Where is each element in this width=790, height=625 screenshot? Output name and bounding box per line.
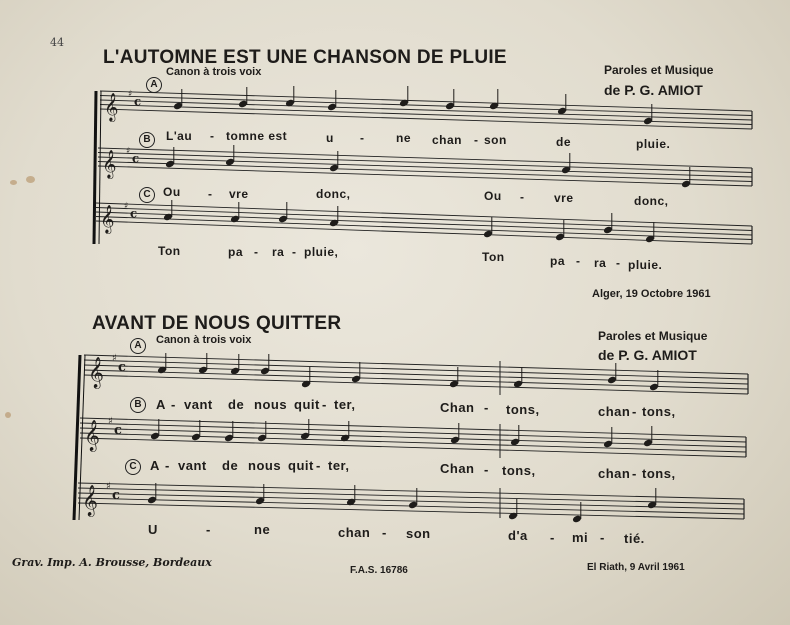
treble-clef: 𝄞 bbox=[104, 92, 119, 121]
lyric: - bbox=[382, 525, 387, 540]
lyric: son bbox=[406, 526, 431, 541]
staff-line bbox=[78, 483, 744, 499]
lyric: de bbox=[222, 458, 239, 473]
lyric: pluie. bbox=[636, 137, 671, 151]
voice-marker-b: B bbox=[130, 397, 146, 413]
song1-title: L'AUTOMNE EST UNE CHANSON DE PLUIE bbox=[103, 47, 507, 68]
staff-line bbox=[84, 360, 748, 379]
page-number: 44 bbox=[50, 36, 64, 49]
song2-staves bbox=[74, 353, 748, 520]
catalog-number: F.A.S. 16786 bbox=[350, 565, 408, 576]
lyric: quit bbox=[288, 458, 314, 473]
lyric: de bbox=[228, 397, 245, 412]
staff-line bbox=[100, 109, 752, 129]
key-sharp: ♯ bbox=[108, 416, 113, 427]
song2-canon-label: Canon à trois voix bbox=[156, 334, 252, 346]
lyric: - bbox=[484, 400, 489, 415]
lyric: tons, bbox=[642, 466, 676, 481]
lyric: chan bbox=[598, 404, 631, 419]
lyric: - bbox=[360, 131, 365, 145]
lyric: - bbox=[550, 530, 555, 545]
lyric: chan bbox=[338, 525, 371, 540]
lyric: - bbox=[484, 462, 489, 477]
time-signature: c bbox=[130, 206, 138, 221]
lyric: vre bbox=[554, 191, 574, 205]
song1-canon-label: Canon à trois voix bbox=[166, 66, 262, 78]
lyric: - bbox=[165, 458, 170, 473]
lyric: ra bbox=[594, 256, 607, 270]
lyric: - bbox=[208, 187, 213, 201]
lyric: d'a bbox=[508, 528, 528, 543]
lyric: son bbox=[484, 133, 507, 147]
lyric: quit bbox=[294, 397, 320, 412]
lyric: ne bbox=[254, 522, 271, 537]
lyric: - bbox=[171, 397, 176, 412]
staff-line bbox=[98, 148, 752, 168]
lyric: pa bbox=[550, 254, 566, 268]
song1-credit-line2: de P. G. AMIOT bbox=[604, 82, 703, 98]
song2-credit-line2: de P. G. AMIOT bbox=[598, 347, 697, 363]
lyric: - bbox=[474, 133, 479, 147]
lyric: vant bbox=[184, 397, 213, 412]
song2-title: AVANT DE NOUS QUITTER bbox=[92, 313, 342, 334]
lyric: donc, bbox=[634, 194, 669, 208]
lyric: chan bbox=[432, 133, 463, 147]
staff-line bbox=[98, 162, 752, 182]
treble-clef: 𝄞 bbox=[82, 485, 98, 516]
lyric: tons, bbox=[642, 404, 676, 419]
lyric: u bbox=[326, 131, 334, 145]
song2-credit-line1: Paroles et Musique bbox=[598, 329, 708, 343]
time-signature: c bbox=[134, 94, 142, 109]
lyric: - bbox=[206, 522, 211, 537]
staff-line bbox=[84, 365, 748, 384]
place-date: El Riath, 9 Avril 1961 bbox=[587, 562, 685, 573]
staff-line bbox=[98, 157, 752, 177]
system-brace bbox=[94, 91, 96, 244]
time-signature: c bbox=[132, 151, 140, 166]
treble-clef: 𝄞 bbox=[100, 204, 115, 233]
lyric: - bbox=[322, 397, 327, 412]
lyric: - bbox=[600, 530, 605, 545]
song1-credit-line1: Paroles et Musique bbox=[604, 63, 714, 77]
lyric: pa bbox=[228, 245, 244, 259]
staff-line bbox=[100, 105, 752, 125]
lyric: pluie, bbox=[304, 245, 339, 259]
voice-marker-a: A bbox=[130, 338, 146, 354]
staff-line bbox=[78, 488, 744, 504]
lyric: - bbox=[576, 254, 581, 268]
lyric: ne bbox=[396, 131, 412, 145]
staff-line bbox=[84, 355, 748, 374]
lyric: - bbox=[292, 245, 297, 259]
key-sharp: ♯ bbox=[124, 201, 129, 212]
staff-line bbox=[84, 370, 748, 389]
treble-clef: 𝄞 bbox=[102, 149, 117, 178]
lyric: tons, bbox=[506, 402, 540, 417]
lyric: - bbox=[632, 466, 637, 481]
staff-line bbox=[100, 100, 752, 120]
lyric: L'au bbox=[166, 129, 193, 143]
lyric: de bbox=[556, 135, 572, 149]
time-signature: c bbox=[112, 488, 120, 503]
lyric: - bbox=[632, 404, 637, 419]
staff-line bbox=[98, 166, 752, 186]
lyric: ter, bbox=[334, 397, 356, 412]
staff-line bbox=[80, 418, 746, 437]
staff-line bbox=[100, 96, 752, 116]
lyric: vant bbox=[178, 458, 207, 473]
song1-staves bbox=[94, 89, 752, 244]
lyric: ter, bbox=[328, 458, 350, 473]
treble-clef: 𝄞 bbox=[84, 420, 100, 451]
key-sharp: ♯ bbox=[126, 146, 131, 157]
lyric: tons, bbox=[502, 463, 536, 478]
staff-line bbox=[98, 153, 752, 173]
key-sharp: ♯ bbox=[128, 89, 133, 100]
lyric: tié. bbox=[624, 531, 645, 546]
lyric: donc, bbox=[316, 187, 351, 201]
voice-marker-b: B bbox=[139, 132, 155, 148]
staff-line bbox=[80, 423, 746, 442]
lyric: Chan bbox=[440, 400, 475, 415]
engraver-credit: Grav. Imp. A. Brousse, Bordeaux bbox=[12, 556, 212, 569]
lyric: - bbox=[520, 190, 525, 204]
lyric: ra bbox=[272, 245, 285, 259]
lyric: - bbox=[316, 458, 321, 473]
treble-clef: 𝄞 bbox=[88, 357, 104, 388]
lyric: vre bbox=[229, 187, 249, 201]
system-brace bbox=[74, 355, 80, 520]
lyric: - bbox=[616, 256, 621, 270]
lyric: Ou bbox=[163, 185, 181, 199]
lyric: pluie. bbox=[628, 258, 663, 272]
voice-marker-c: C bbox=[139, 187, 155, 203]
lyric: A bbox=[150, 458, 160, 473]
lyric: tomne est bbox=[226, 129, 288, 143]
lyric: - bbox=[254, 245, 259, 259]
lyric: Ton bbox=[482, 250, 505, 264]
lyric: Ou bbox=[484, 189, 502, 203]
lyric: Chan bbox=[440, 461, 475, 476]
song1-date: Alger, 19 Octobre 1961 bbox=[592, 288, 711, 300]
lyric: chan bbox=[598, 466, 631, 481]
staff-line bbox=[100, 91, 752, 111]
voice-marker-a: A bbox=[146, 77, 162, 93]
lyric: A bbox=[156, 397, 166, 412]
lyric: U bbox=[148, 522, 158, 537]
lyric: nous bbox=[248, 458, 282, 473]
lyric: - bbox=[210, 129, 215, 143]
lyric: Ton bbox=[158, 244, 181, 258]
time-signature: c bbox=[114, 423, 122, 438]
key-sharp: ♯ bbox=[106, 481, 111, 492]
staff-line bbox=[84, 375, 748, 394]
time-signature: c bbox=[118, 360, 126, 375]
lyric: nous bbox=[254, 397, 288, 412]
key-sharp: ♯ bbox=[112, 353, 117, 364]
voice-marker-c: C bbox=[125, 459, 141, 475]
lyric: mi bbox=[572, 530, 589, 545]
